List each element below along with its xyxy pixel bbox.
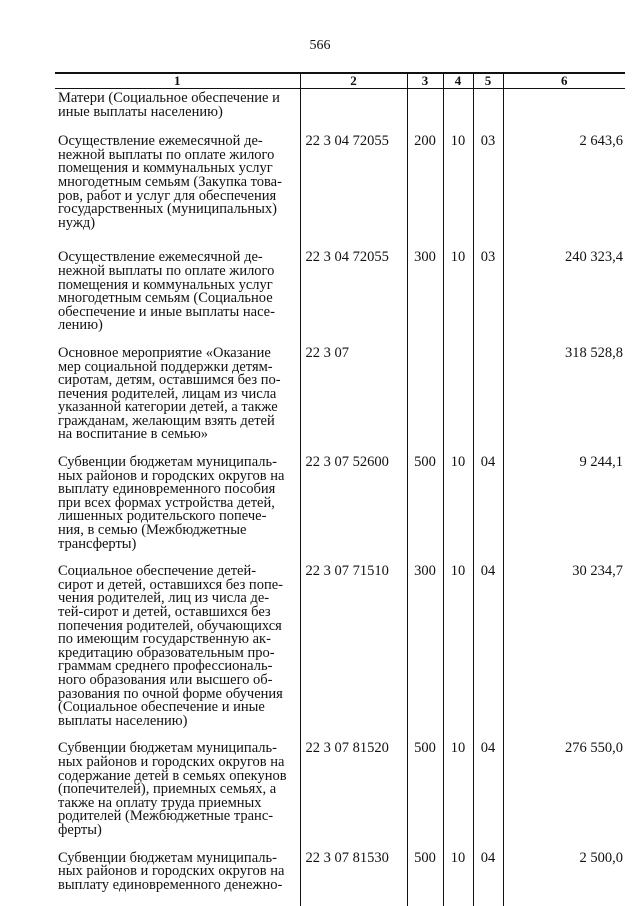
- table-row: [55, 852, 625, 906]
- amount: 2 500,0: [580, 850, 624, 866]
- amount: 2 643,6: [580, 133, 624, 149]
- subsection-code: 03: [481, 249, 496, 265]
- column-header: 2: [300, 73, 407, 89]
- amount: 318 528,8: [565, 345, 623, 361]
- row-description: Социальное обеспечение детей- сирот и детей, оставшихся без попе- чения родителей, лиц из числа де- тей-сирот и детей, оставшихся без попечения родителей, обучающихся по имеющим государственную ак- кредитацию образовательным про- граммам среднего профессиональ- ного образования или высшего об- разования по очной форме обучения (Социальное обеспечение и иные выплаты населению): [58, 563, 283, 729]
- subsection-code: 03: [481, 133, 496, 149]
- table-row: [55, 456, 625, 565]
- row-description: Осуществление ежемесячной де- нежной выплаты по оплате жилого помещения и коммунальных услуг многодетным семьям (Закупка това- ров, работ и услуг для обеспечения государственных (муниципальных) нужд): [58, 133, 282, 231]
- section-code: 10: [451, 133, 466, 149]
- amount: 240 323,4: [565, 249, 623, 265]
- expense-type-code: 300: [414, 249, 436, 265]
- amount: 276 550,0: [565, 740, 623, 756]
- classification-code: 22 3 07 71510: [306, 563, 389, 579]
- section-code: 10: [451, 249, 466, 265]
- table-row: [55, 347, 625, 456]
- row-description: Субвенции бюджетам муниципаль- ных районов и городских округов на выплату единовременного пособия при всех формах устройства детей, лишенных родительского попече- ния, в семью (Межбюджетные трансферты): [58, 454, 284, 552]
- section-code: 10: [451, 850, 466, 866]
- classification-code: 22 3 07 52600: [306, 454, 389, 470]
- table-row: [55, 135, 625, 251]
- row-description: Матери (Социальное обеспечение и иные выплаты населению): [58, 90, 280, 120]
- classification-code: 22 3 04 72055: [306, 133, 389, 149]
- subsection-code: 04: [481, 454, 496, 470]
- section-code: 10: [451, 563, 466, 579]
- column-header: 3: [407, 73, 443, 89]
- page-number: 566: [0, 38, 640, 54]
- amount: 30 234,7: [572, 563, 623, 579]
- expense-type-code: 300: [414, 563, 436, 579]
- expense-type-code: 500: [414, 740, 436, 756]
- table-header-row: [55, 73, 625, 89]
- column-header: 1: [55, 73, 300, 89]
- column-header: 6: [503, 73, 625, 89]
- table-row: [55, 89, 625, 136]
- amount: 9 244,1: [580, 454, 624, 470]
- table-row: [55, 742, 625, 851]
- subsection-code: 04: [481, 740, 496, 756]
- column-header: 4: [443, 73, 473, 89]
- classification-code: 22 3 07 81530: [306, 850, 389, 866]
- table-row: [55, 565, 625, 742]
- classification-code: 22 3 07: [306, 345, 350, 361]
- section-code: 10: [451, 740, 466, 756]
- budget-table: [55, 72, 625, 906]
- expense-type-code: 200: [414, 133, 436, 149]
- expense-type-code: 500: [414, 850, 436, 866]
- row-description: Субвенции бюджетам муниципаль- ных районов и городских округов на содержание детей в семьях опекунов (попечителей), приемных семьях, а также на оплату труда приемных родителей (Межбюджетные транс- ферты): [58, 740, 287, 838]
- classification-code: 22 3 07 81520: [306, 740, 389, 756]
- table-row: [55, 251, 625, 347]
- row-description: Основное мероприятие «Оказание мер социальной поддержки детям- сиротам, детям, оставшимся без по- печения родителей, лицам из числа указанной категории детей, а также гражданам, желающим взять детей на воспитание в семью»: [58, 345, 281, 443]
- expense-type-code: 500: [414, 454, 436, 470]
- subsection-code: 04: [481, 850, 496, 866]
- classification-code: 22 3 04 72055: [306, 249, 389, 265]
- column-header: 5: [473, 73, 503, 89]
- subsection-code: 04: [481, 563, 496, 579]
- section-code: 10: [451, 454, 466, 470]
- row-description: Осуществление ежемесячной де- нежной выплаты по оплате жилого помещения и коммунальных услуг многодетным семьям (Социальное обеспечение и иные выплаты насе- лению): [58, 249, 275, 333]
- row-description: Субвенции бюджетам муниципаль- ных районов и городских округов на выплату единовременного денежно-: [58, 850, 284, 893]
